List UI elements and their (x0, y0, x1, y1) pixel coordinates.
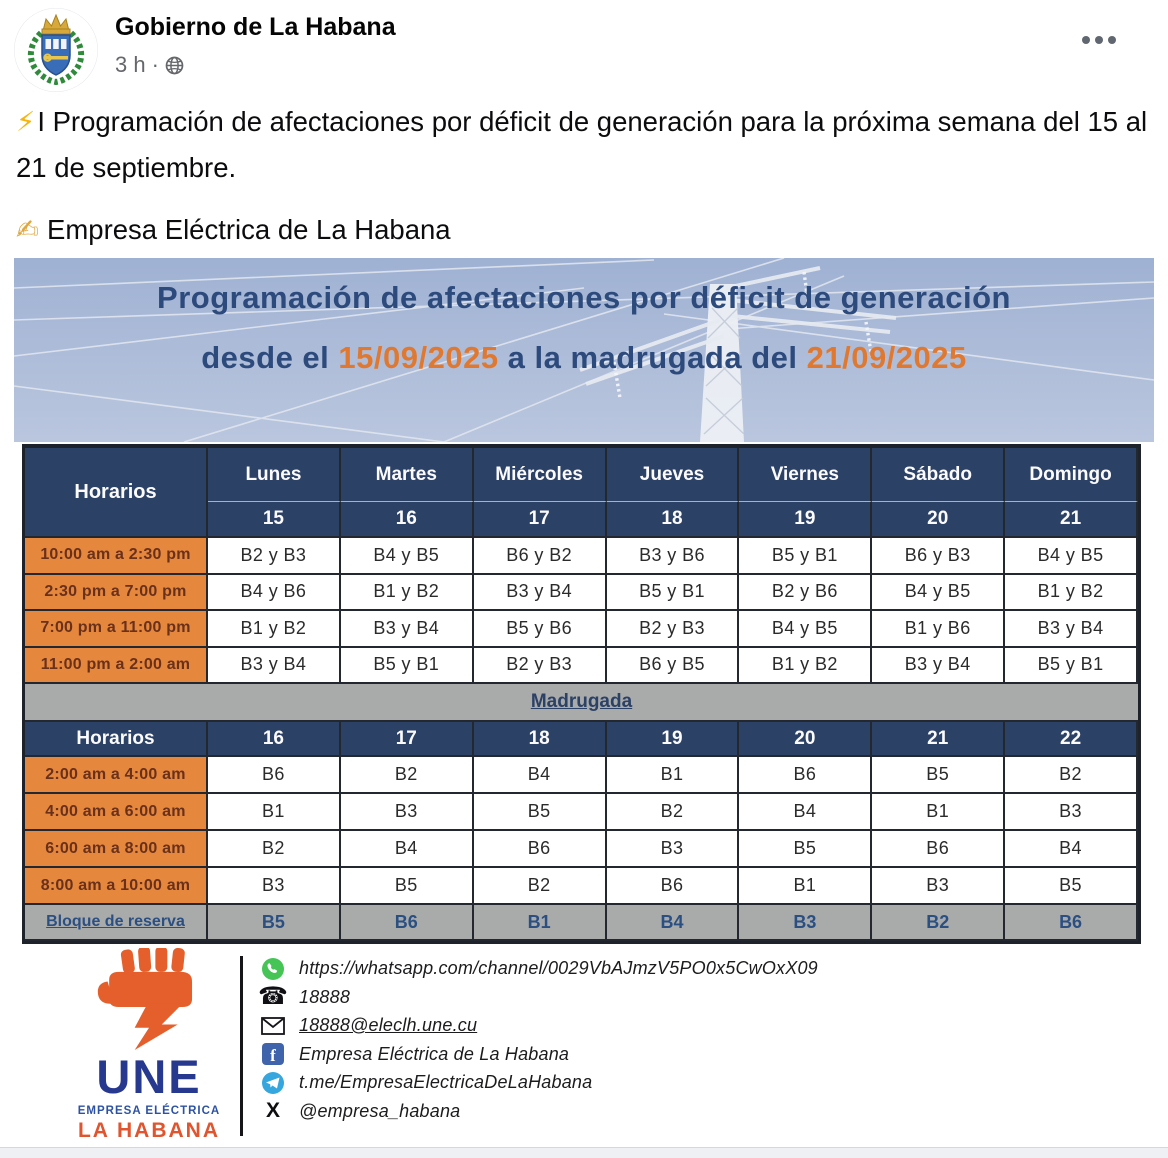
t1-cell: B3 y B6 (607, 538, 740, 575)
t2-date-header: 22 (1005, 722, 1138, 757)
banner-image (14, 258, 1154, 442)
day-schedule-table (25, 448, 1138, 684)
t2-cell: B6 (872, 831, 1005, 868)
lightning-emoji: ⚡ (16, 106, 36, 137)
contact-row-email (260, 1014, 818, 1037)
post-text (16, 99, 1150, 253)
post-bottom-divider (0, 1147, 1168, 1158)
x-handle: @empresa_habana (299, 1100, 461, 1121)
t2-time-label: 4:00 am a 6:00 am (25, 794, 208, 831)
reserve-cell: B2 (872, 905, 1005, 941)
t2-cell: B2 (607, 794, 740, 831)
banner-date-start: 15/09/2025 (338, 340, 499, 375)
reserve-block-label: Bloque de reserva (25, 905, 208, 941)
reserve-cell: B6 (341, 905, 474, 941)
contact-row-phone (258, 983, 818, 1010)
t1-date-header: 20 (872, 502, 1005, 538)
t2-cell: B6 (208, 757, 341, 794)
t1-cell: B5 y B1 (341, 648, 474, 685)
t2-cell: B5 (341, 868, 474, 905)
t2-cell: B3 (208, 868, 341, 905)
t2-date-header: 21 (872, 722, 1005, 757)
post-line-1: I Programación de afectaciones por déficit de generación para la próxima semana del 15 al 21 de septiembre. (16, 106, 1148, 183)
fist-lightning-icon (85, 948, 213, 1050)
avatar[interactable] (14, 8, 98, 92)
contact-row-facebook (260, 1043, 818, 1066)
t1-horarios-header: Horarios (25, 448, 208, 538)
reserve-cell: B6 (1005, 905, 1138, 941)
t1-cell: B3 y B4 (1005, 611, 1138, 648)
t2-time-label: 8:00 am a 10:00 am (25, 868, 208, 905)
post-time: 3 h (115, 52, 146, 77)
t1-day-header: Lunes (208, 448, 341, 502)
t1-day-header: Jueves (607, 448, 740, 502)
t1-cell: B6 y B3 (872, 538, 1005, 575)
t1-time-label: 10:00 am a 2:30 pm (25, 538, 208, 575)
x-icon: X (265, 1099, 280, 1122)
t1-cell: B3 y B4 (474, 575, 607, 612)
facebook-icon: f (260, 1042, 286, 1066)
havana-coat-of-arms (14, 8, 98, 92)
t1-date-header: 19 (739, 502, 872, 538)
t1-cell: B3 y B4 (341, 611, 474, 648)
une-logo (58, 948, 240, 1143)
t2-cell: B3 (1005, 794, 1138, 831)
t1-cell: B4 y B6 (208, 575, 341, 612)
banner-subtitle-mid: a la madrugada del (498, 340, 807, 375)
t2-date-header: 19 (607, 722, 740, 757)
globe-icon (165, 56, 184, 75)
contact-row-whatsapp (260, 957, 818, 980)
t1-cell: B3 y B4 (208, 648, 341, 685)
une-wordmark: UNE (96, 1050, 202, 1103)
email-address: 18888@eleclh.une.cu (299, 1015, 478, 1035)
t1-day-header: Martes (341, 448, 474, 502)
madrugada-schedule-table (25, 722, 1138, 941)
t1-cell: B4 y B5 (872, 575, 1005, 612)
t2-date-header: 18 (474, 722, 607, 757)
contact-row-x (260, 1100, 818, 1123)
schedule (22, 444, 1141, 944)
t1-cell: B6 y B5 (607, 648, 740, 685)
t1-cell: B2 y B6 (739, 575, 872, 612)
t2-cell: B4 (739, 794, 872, 831)
t1-cell: B2 y B3 (208, 538, 341, 575)
writing-hand-emoji: ✍ (16, 214, 40, 245)
t1-date-header: 18 (607, 502, 740, 538)
t1-cell: B5 y B1 (739, 538, 872, 575)
banner-date-end: 21/09/2025 (806, 340, 967, 375)
madrugada-label: Madrugada (530, 691, 633, 712)
post-paragraph-2 (16, 207, 1150, 253)
ellipsis-icon[interactable] (1076, 30, 1122, 50)
t1-cell: B2 y B3 (474, 648, 607, 685)
t2-cell: B2 (208, 831, 341, 868)
t1-time-label: 11:00 pm a 2:00 am (25, 648, 208, 685)
t2-cell: B5 (872, 757, 1005, 794)
reserve-cell: B5 (208, 905, 341, 941)
t2-cell: B2 (1005, 757, 1138, 794)
post-line-2: Empresa Eléctrica de La Habana (47, 214, 451, 245)
t2-cell: B1 (607, 757, 740, 794)
t1-day-header: Domingo (1005, 448, 1138, 502)
une-region: LA HABANA (77, 1119, 221, 1142)
t1-date-header: 21 (1005, 502, 1138, 538)
t1-time-label: 7:00 pm a 11:00 pm (25, 611, 208, 648)
t2-cell: B4 (341, 831, 474, 868)
telegram-icon (260, 1071, 286, 1095)
t1-cell: B5 y B1 (607, 575, 740, 612)
t1-cell: B3 y B4 (872, 648, 1005, 685)
t1-cell: B6 y B2 (474, 538, 607, 575)
t1-day-header: Viernes (739, 448, 872, 502)
t2-cell: B2 (474, 868, 607, 905)
whatsapp-icon (260, 957, 286, 981)
phone-number: 18888 (299, 986, 351, 1007)
madrugada-band (25, 684, 1138, 722)
contact-list (260, 957, 818, 1123)
t2-cell: B5 (739, 831, 872, 868)
t2-time-label: 6:00 am a 8:00 am (25, 831, 208, 868)
t1-cell: B4 y B5 (739, 611, 872, 648)
t2-horarios-header: Horarios (25, 722, 208, 757)
t2-cell: B5 (1005, 868, 1138, 905)
t1-cell: B5 y B6 (474, 611, 607, 648)
t2-cell: B4 (1005, 831, 1138, 868)
page-name[interactable]: Gobierno de La Habana (115, 13, 396, 41)
footer-divider (240, 956, 243, 1136)
phone-icon: ☎ (258, 983, 288, 1010)
t1-cell: B1 y B2 (341, 575, 474, 612)
t1-date-header: 15 (208, 502, 341, 538)
t1-cell: B4 y B5 (341, 538, 474, 575)
reserve-cell: B1 (474, 905, 607, 941)
une-tagline: EMPRESA ELÉCTRICA (77, 1105, 221, 1117)
post-image[interactable] (14, 258, 1154, 1147)
t2-cell: B1 (872, 794, 1005, 831)
t2-cell: B6 (474, 831, 607, 868)
t2-cell: B1 (739, 868, 872, 905)
t1-cell: B1 y B2 (208, 611, 341, 648)
banner-title: Programación de afectaciones por déficit de generación (157, 280, 1011, 315)
t2-date-header: 17 (341, 722, 474, 757)
t1-cell: B1 y B6 (872, 611, 1005, 648)
t1-time-label: 2:30 pm a 7:00 pm (25, 575, 208, 612)
t2-cell: B1 (208, 794, 341, 831)
banner-subtitle-prefix: desde el (201, 340, 339, 375)
t2-cell: B6 (739, 757, 872, 794)
post-header (0, 0, 1168, 100)
reserve-cell: B3 (739, 905, 872, 941)
t2-cell: B2 (341, 757, 474, 794)
t1-day-header: Miércoles (474, 448, 607, 502)
t1-cell: B4 y B5 (1005, 538, 1138, 575)
t2-cell: B3 (341, 794, 474, 831)
post-paragraph-1 (16, 99, 1150, 191)
t2-date-header: 20 (739, 722, 872, 757)
banner-subtitle (14, 340, 1154, 376)
reserve-cell: B4 (607, 905, 740, 941)
telegram-url: t.me/EmpresaElectricaDeLaHabana (299, 1072, 593, 1092)
t1-cell: B1 y B2 (739, 648, 872, 685)
facebook-page-name: Empresa Eléctrica de La Habana (299, 1043, 570, 1064)
email-icon (260, 1014, 286, 1038)
meta-separator: · (151, 52, 159, 77)
t1-date-header: 16 (341, 502, 474, 538)
t1-cell: B5 y B1 (1005, 648, 1138, 685)
t2-cell: B5 (474, 794, 607, 831)
post-meta (115, 52, 184, 78)
t1-date-header: 17 (474, 502, 607, 538)
t2-time-label: 2:00 am a 4:00 am (25, 757, 208, 794)
t1-cell: B2 y B3 (607, 611, 740, 648)
contact-row-telegram (260, 1071, 818, 1094)
t2-cell: B6 (607, 868, 740, 905)
t2-cell: B3 (607, 831, 740, 868)
t1-day-header: Sábado (872, 448, 1005, 502)
t1-cell: B1 y B2 (1005, 575, 1138, 612)
contact-footer (14, 946, 1154, 1147)
t2-cell: B4 (474, 757, 607, 794)
whatsapp-url: https://whatsapp.com/channel/0029VbAJmzV5PO0x5CwOxX09 (299, 958, 818, 978)
t2-date-header: 16 (208, 722, 341, 757)
t2-cell: B3 (872, 868, 1005, 905)
